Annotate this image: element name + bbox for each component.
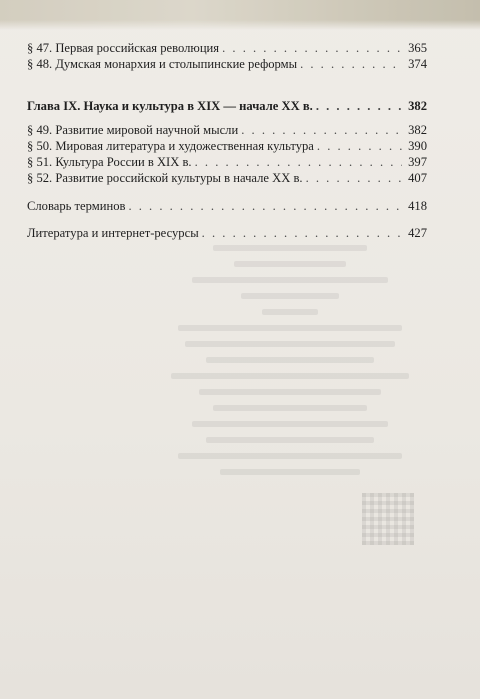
toc-entry-title: § 51. Культура России в XIX в. <box>27 155 192 169</box>
chapter-title: Глава IX. Наука и культура в XIX — начале XX в. <box>27 99 313 113</box>
toc-entry-title: § 47. Первая российская революция <box>27 41 220 55</box>
bleed-through-imprint <box>150 235 430 655</box>
dot-leader <box>222 40 402 56</box>
bleed-through-qr-code <box>362 493 414 545</box>
table-of-contents <box>27 40 427 241</box>
toc-entry-title: § 52. Развитие российской культуры в начале XX в. <box>27 171 303 185</box>
dot-leader <box>241 122 402 138</box>
dot-leader <box>202 225 402 241</box>
toc-entry-title: Литература и интернет-ресурсы <box>27 226 199 240</box>
toc-entry-page: 365 <box>408 41 427 55</box>
chapter-page: 382 <box>408 99 427 113</box>
toc-entry-title: § 49. Развитие мировой научной мысли <box>27 123 239 137</box>
toc-entry[interactable] <box>27 56 427 72</box>
toc-entry[interactable] <box>27 138 427 154</box>
toc-entry-page: 390 <box>408 139 427 153</box>
toc-entry-title: Словарь терминов <box>27 199 126 213</box>
toc-entry-title: § 50. Мировая литература и художественная культура <box>27 139 314 153</box>
toc-entry-glossary[interactable] <box>27 198 427 214</box>
toc-entry-page: 397 <box>408 155 427 169</box>
toc-chapter-heading[interactable] <box>27 98 427 114</box>
dot-leader <box>195 154 402 170</box>
toc-entry-title: § 48. Думская монархия и столыпинские реформы <box>27 57 298 71</box>
toc-entry[interactable] <box>27 170 427 186</box>
toc-entry-page: 418 <box>408 199 427 213</box>
header-photo-strip <box>0 0 480 30</box>
toc-entry[interactable] <box>27 122 427 138</box>
dot-leader <box>128 198 402 214</box>
dot-leader <box>316 98 402 114</box>
toc-entry-page: 382 <box>408 123 427 137</box>
toc-entry-page: 374 <box>408 57 427 71</box>
dot-leader <box>306 170 402 186</box>
toc-entry[interactable] <box>27 40 427 56</box>
toc-entry-page: 427 <box>408 226 427 240</box>
dot-leader <box>300 56 402 72</box>
toc-entry-page: 407 <box>408 171 427 185</box>
toc-entry[interactable] <box>27 154 427 170</box>
toc-entry-literature[interactable] <box>27 225 427 241</box>
dot-leader <box>317 138 402 154</box>
